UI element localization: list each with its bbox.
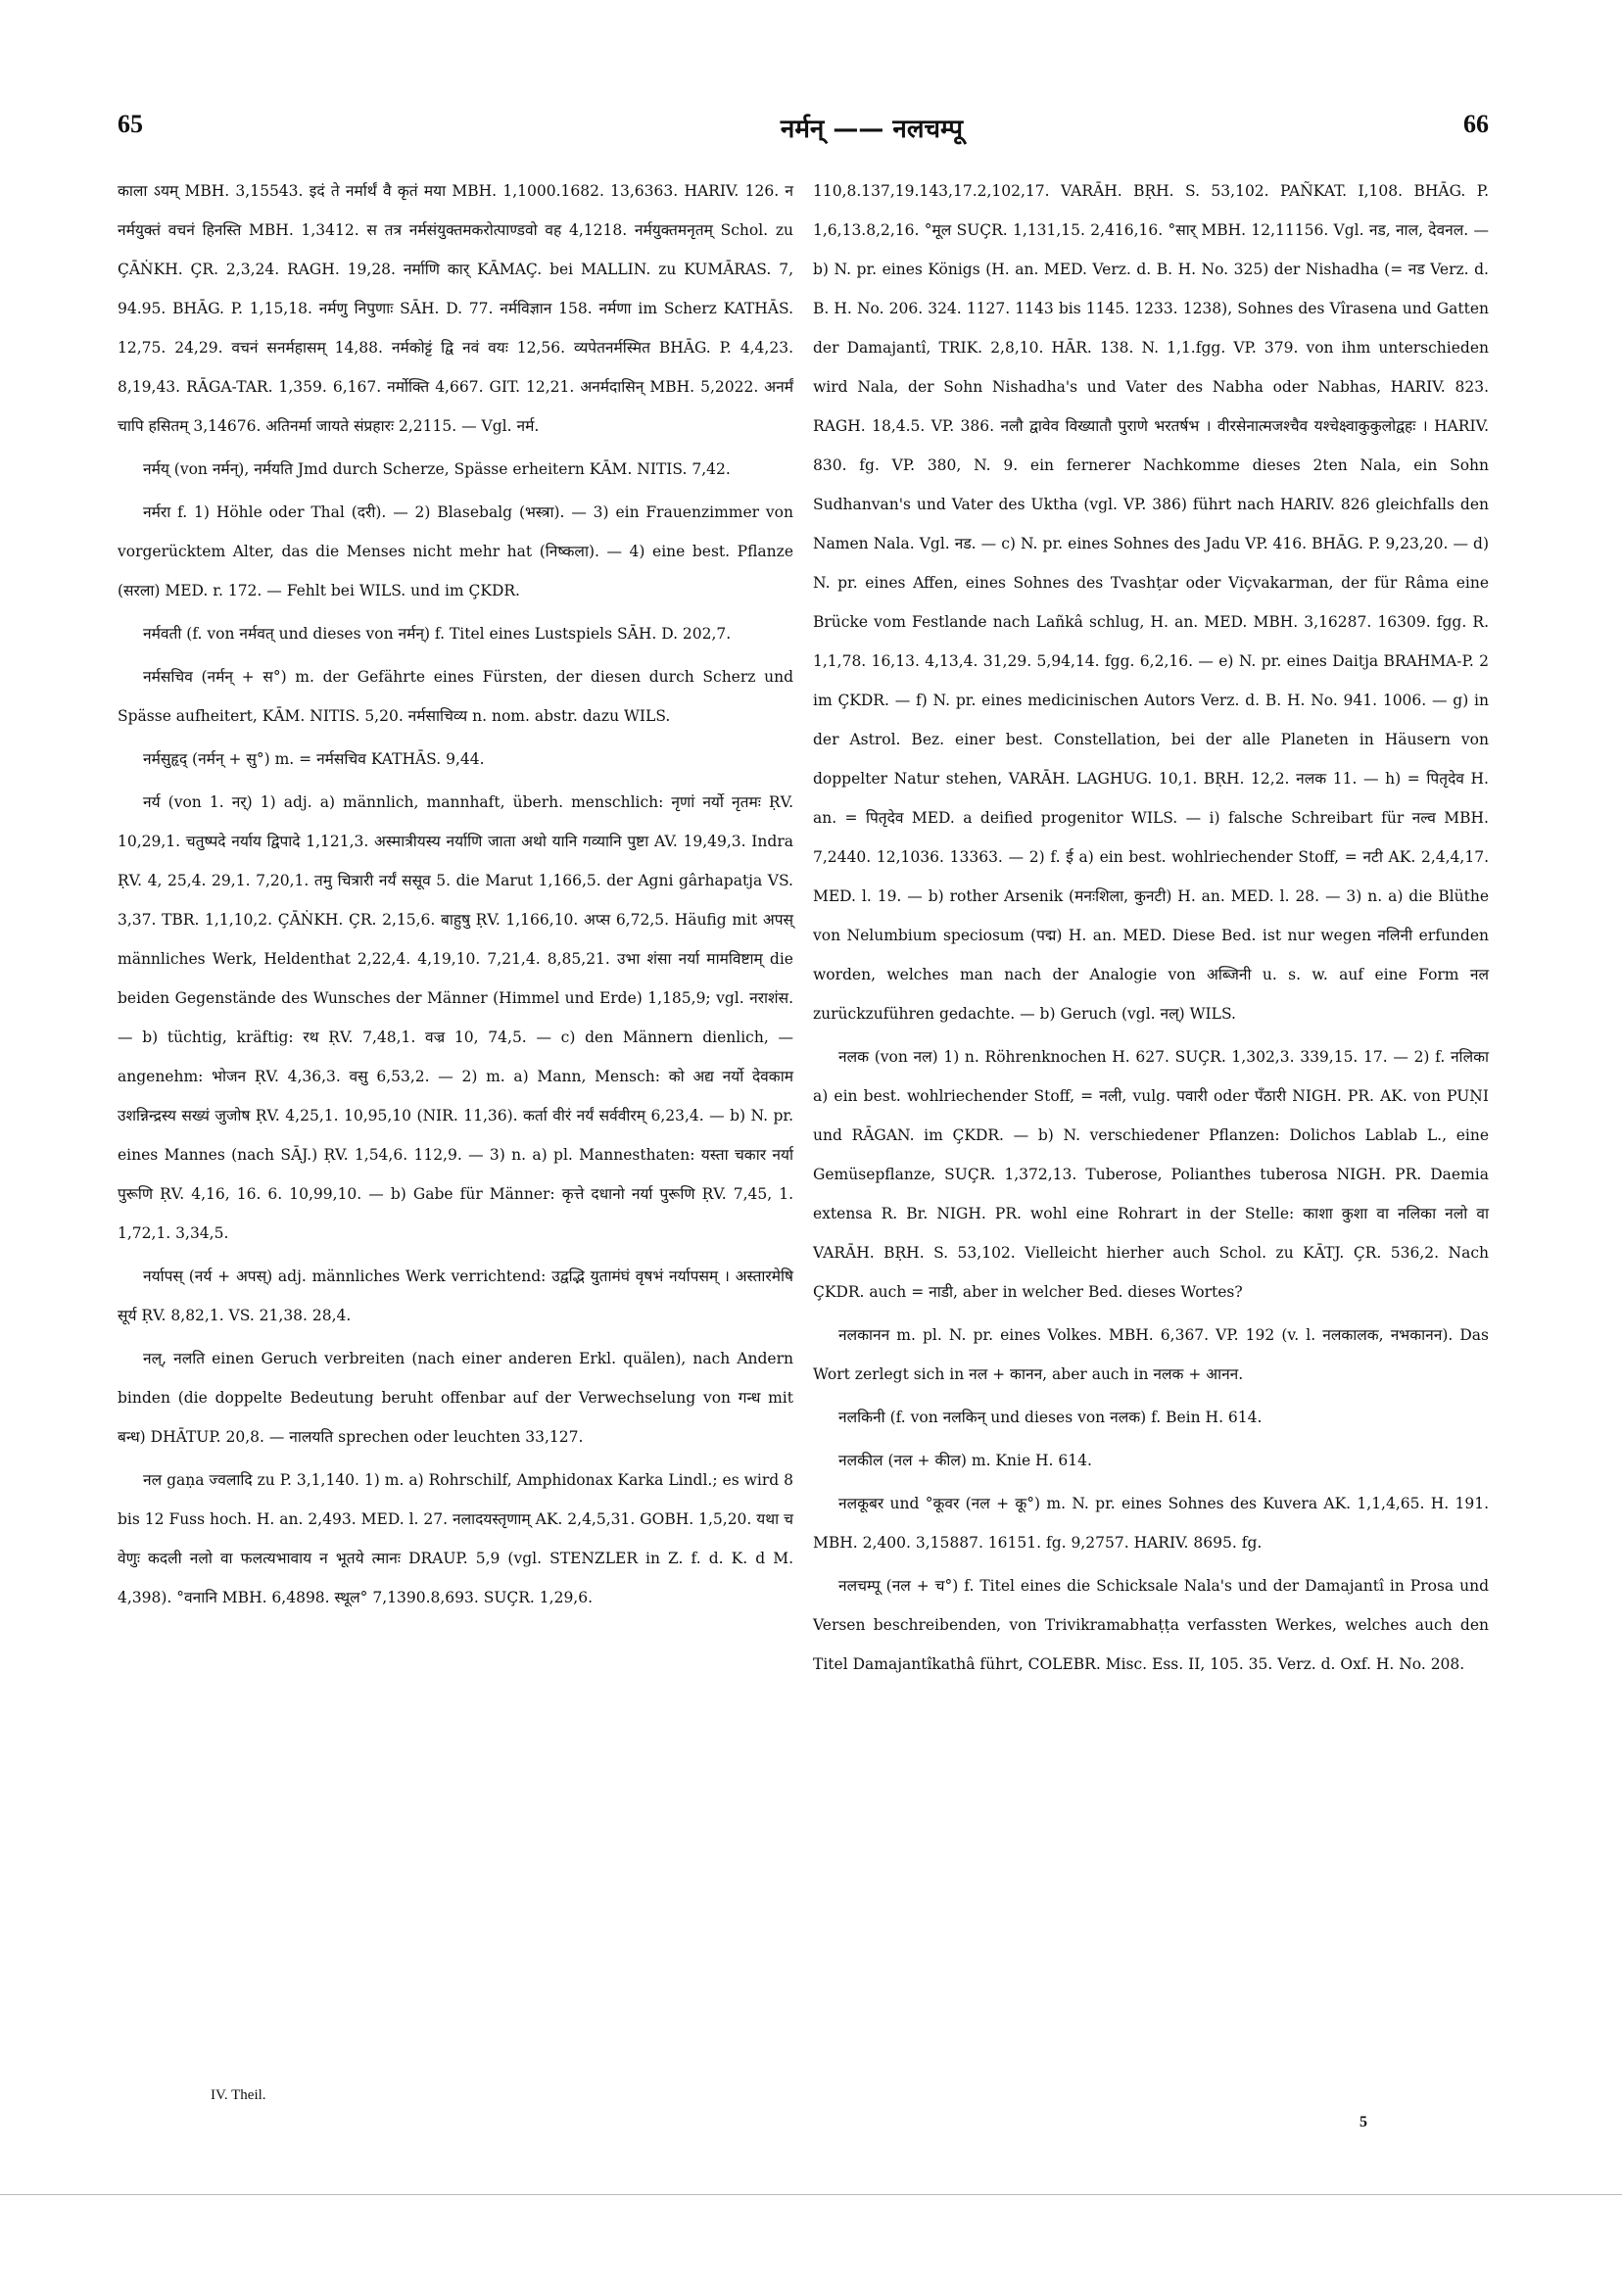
dictionary-entry: नर्यापस् (नर्य + अपस्) adj. männliches Werk verrichtend: उद्वद्भि युतामंघं वृषभं नर्यापसम् । अस्तारमेषि सूर्य ṚV. 8,82,1. VS. 21,38. 28,4.	[118, 1268, 793, 1324]
dictionary-entry: नलकील (नल + कील) m. Knie H. 614.	[838, 1452, 1092, 1469]
dictionary-entry: नल gaṇa ज्वलादि zu P. 3,1,140. 1) m. a) Rohrschilf, Amphidonax Karka Lindl.; es wird 8 bis 12 Fuss hoch. H. an. 2,493. MED. l. 27. नलादयस्तृणाम् AK. 2,4,5,31. GOBH. 1,5,20. यथा च वेणुः कदली नलो वा फलत्यभावाय न भूतये त्मानः DRAUP. 5,9 (vgl. STENZLER in Z. f. d. K. d M. 4,398). °वनानि MBH. 6,4898. स्थूल° 7,1390.8,693. SUÇR. 1,29,6.	[118, 1471, 793, 1606]
dictionary-entry: नर्मसुहृद् (नर्मन् + सु°) m. = नर्मसचिव KATHĀS. 9,44.	[143, 750, 485, 768]
signature-mark: 5	[1360, 2114, 1367, 2130]
dictionary-entry: नलचम्पू (नल + च°) f. Titel eines die Schicksale Nala's und der Damajantî in Prosa und Versen beschreibenden, von Trivikramabhaṭṭa verfassten Werkes, welches auch den Titel Damajantîkathâ führt, COLEBR. Misc. Ess. II, 105. 35. Verz. d. Oxf. H. No. 208.	[813, 1577, 1489, 1673]
page-number-left: 65	[118, 110, 143, 138]
dictionary-entry: नर्मय् (von नर्मन्), नर्मयति Jmd durch Scherze, Spässe erheitern KĀM. NITIS. 7,42.	[143, 460, 731, 478]
page-number-right: 66	[1463, 110, 1489, 138]
page-header	[118, 110, 1489, 149]
dictionary-entry: नर्मरा f. 1) Höhle oder Thal (दरी). — 2) Blasebalg (भस्त्रा). — 3) ein Frauenzimmer von vorgerücktem Alter, das die Menses nicht mehr hat (निष्कला). — 4) eine best. Pflanze (सरला) MED. r. 172. — Fehlt bei WILS. und im ÇKDR.	[118, 503, 793, 599]
dictionary-entry: नर्य (von 1. नर्) 1) adj. a) männlich, mannhaft, überh. menschlich: नृणां नर्यो नृतमः ṚV. 10,29,1. चतुष्पदे नर्याय द्विपादे 1,121,3. अस्मात्रीयस्य नर्याणि जाता अथो यानि गव्यानि पुष्टा AV. 19,49,3. Indra ṚV. 4, 25,4. 29,1. 7,20,1. तमु चित्रारी नर्यं ससूव 5. die Marut 1,166,5. der Agni gârhapatja VS. 3,37. TBR. 1,1,10,2. ÇĀṄKH. ÇR. 2,15,6. बाहुषु ṚV. 1,166,10. अप्स 6,72,5. Häufig mit अपस् männliches Werk, Heldenthat 2,22,4. 4,19,10. 7,21,4. 8,85,21. उभा शंसा नर्या मामविष्टाम् die beiden Gegenstände des Wunsches der Männer (Himmel und Erde) 1,185,9; vgl. नराशंस. — b) tüchtig, kräftig: रथ ṚV. 7,48,1. वज्र 10, 74,5. — c) den Männern dienlich, — angenehm: भोजन ṚV. 4,36,3. वसु 6,53,2. — 2) m. a) Mann, Mensch: को अद्य नर्यो देवकाम उशन्निन्द्रस्य सख्यं जुजोष ṚV. 4,25,1. 10,95,10 (NIR. 11,36). कर्ता वीरं नर्यं सर्ववीरम् 6,23,4. — b) N. pr. eines Mannes (nach SĀJ.) ṚV. 1,54,6. 112,9. — 3) n. a) pl. Mannesthaten: यस्ता चकार नर्या पुरूणि ṚV. 4,16, 16. 6. 10,99,10. — b) Gabe für Männer: कृत्ते दधानो नर्या पुरूणि ṚV. 7,45, 1. 1,72,1. 3,34,5.	[118, 793, 793, 1242]
left-column	[118, 171, 793, 1621]
dictionary-entry: नर्मवती (f. von नर्मवत् und dieses von नर्मन्) f. Titel eines Lustspiels SĀH. D. 202,7.	[143, 625, 732, 643]
dictionary-entry: काला ऽयम् MBH. 3,15543. इदं ते नर्मार्थं वै कृतं मया MBH. 1,1000.1682. 13,6363. HARIV. 126. न नर्मयुक्तं वचनं हिनस्ति MBH. 1,3412. स तत्र नर्मसंयुक्तमकरोत्पाण्डवो वह 4,1218. नर्मयुक्तमनृतम् Schol. zu ÇĀṄKH. ÇR. 2,3,24. RAGH. 19,28. नर्माणि कार् KĀMAÇ. bei MALLIN. zu KUMĀRAS. 7, 94.95. BHĀG. P. 1,15,18. नर्मणु निपुणाः SĀH. D. 77. नर्मविज्ञान 158. नर्मणा im Scherz KATHĀS. 12,75. 24,29. वचनं सनर्महासम् 14,88. नर्मकोट्टं द्वि नवं वयः 12,56. व्यपेतनर्मस्मित BHĀG. P. 4,4,23. 8,19,43. RĀGA-TAR. 1,359. 6,167. नर्मोक्ति 4,667. GIT. 12,21. अनर्मदासिन् MBH. 5,2022. अनर्मं चापि हसितम् 3,14676. अतिनर्मा जायते संप्रहारः 2,2115. — Vgl. नर्म.	[118, 182, 793, 435]
volume-note: IV. Theil.	[211, 2087, 266, 2103]
dictionary-entry: नलकूबर und °कूवर (नल + कू°) m. N. pr. eines Sohnes des Kuvera AK. 1,1,4,65. H. 191. MBH. 2,400. 3,15887. 16151. fg. 9,2757. HARIV. 8695. fg.	[813, 1495, 1489, 1552]
running-head: नर्मन् —— नलचम्पू	[780, 115, 964, 144]
bottom-rule	[0, 2194, 1622, 2195]
dictionary-entry: नलक (von नल) 1) n. Röhrenknochen H. 627. SUÇR. 1,302,3. 339,15. 17. — 2) f. नलिका a) ein best. wohlriechender Stoff, = नली, vulg. पवारी oder पँठारी NIGH. PR. AK. von PUṆI und RĀGAN. im ÇKDR. — b) N. verschiedener Pflanzen: Dolichos Lablab L., eine Gemüsepflanze, SUÇR. 1,372,13. Tuberose, Polianthes tuberosa NIGH. PR. Daemia extensa R. Br. NIGH. PR. wohl eine Rohrart in der Stelle: काशा कुशा वा नलिका नलो वा VARĀH. BṚH. S. 53,102. Vielleicht hierher auch Schol. zu KĀTJ. ÇR. 536,2. Nach ÇKDR. auch = नाडी, aber in welcher Bed. dieses Wortes?	[813, 1048, 1489, 1301]
dictionary-entry: नल्, नलति einen Geruch verbreiten (nach einer anderen Erkl. quälen), nach Andern binden (die doppelte Bedeutung beruht offenbar auf der Verwechselung von गन्ध mit बन्ध) DHĀTUP. 20,8. — नालयति sprechen oder leuchten 33,127.	[118, 1350, 793, 1446]
dictionary-entry: नर्मसचिव (नर्मन् + स°) m. der Gefährte eines Fürsten, der diesen durch Scherz und Spässe aufheitert, KĀM. NITIS. 5,20. नर्मसाचिव्य n. nom. abstr. dazu WILS.	[118, 668, 793, 725]
dictionary-entry: नलकिनी (f. von नलकिन् und dieses von नलक) f. Bein H. 614.	[838, 1409, 1263, 1426]
dictionary-entry: 110,8.137,19.143,17.2,102,17. VARĀH. BṚH. S. 53,102. PAÑKAT. I,108. BHĀG. P. 1,6,13.8,2,16. °मूल SUÇR. 1,131,15. 2,416,16. °सार् MBH. 12,11156. Vgl. नड, नाल, देवनल. — b) N. pr. eines Königs (H. an. MED. Verz. d. B. H. No. 325) der Nishadha (= नड Verz. d. B. H. No. 206. 324. 1127. 1143 bis 1145. 1233. 1238), Sohnes des Vîrasena und Gatten der Damajantî, TRIK. 2,8,10. HĀR. 138. N. 1,1.fgg. VP. 379. von ihm unterschieden wird Nala, der Sohn Nishadha's und Vater des Nabha oder Nabhas, HARIV. 823. RAGH. 18,4.5. VP. 386. नलौ द्वावेव विख्यातौ पुराणे भरतर्षभ । वीरसेनात्मजश्चैव यश्चेक्ष्वाकुकुलोद्वहः । HARIV. 830. fg. VP. 380, N. 9. ein fernerer Nachkomme dieses 2ten Nala, ein Sohn Sudhanvan's und Vater des Uktha (vgl. VP. 386) führt nach HARIV. 826 gleichfalls den Namen Nala. Vgl. नड. — c) N. pr. eines Sohnes des Jadu VP. 416. BHĀG. P. 9,23,20. — d) N. pr. eines Affen, eines Sohnes des Tvashṭar oder Viçvakarman, der für Râma eine Brücke vom Festlande nach Lañkâ schlug, H. an. MED. MBH. 3,16287. 16309. fgg. R. 1,1,78. 16,13. 4,13,4. 31,29. 5,94,14. fgg. 6,2,16. — e) N. pr. eines Daitja BRAHMA-P. 2 im ÇKDR. — f) N. pr. eines medicinischen Autors Verz. d. B. H. No. 941. 1006. — g) in der Astrol. Bez. einer best. Constellation, bei der alle Planeten in Häusern von doppelter Natur stehen, VARĀH. LAGHUG. 10,1. BṚH. 12,2. नलक 11. — h) = पितृदेव H. an. = पितृदेव MED. a deified progenitor WILS. — i) falsche Schreibart für नल्व MBH. 7,2440. 12,1036. 13363. — 2) f. ई a) ein best. wohlriechender Stoff, = नटी AK. 2,4,4,17. MED. l. 19. — b) rother Arsenik (मनःशिला, कुनटी) H. an. MED. l. 28. — 3) n. a) die Blüthe von Nelumbium speciosum (पद्म) H. an. MED. Diese Bed. ist nur wegen नलिनी erfunden worden, welches man nach der Analogie von अब्जिनी u. s. w. auf eine Form नल zurückzuführen gedachte. — b) Geruch (vgl. नल्) WILS.	[813, 182, 1489, 1023]
dictionary-entry: नलकानन m. pl. N. pr. eines Volkes. MBH. 6,367. VP. 192 (v. l. नलकालक, नभकानन). Das Wort zerlegt sich in नल + कानन, aber auch in नलक + आनन.	[813, 1326, 1489, 1383]
right-column	[813, 171, 1489, 1688]
